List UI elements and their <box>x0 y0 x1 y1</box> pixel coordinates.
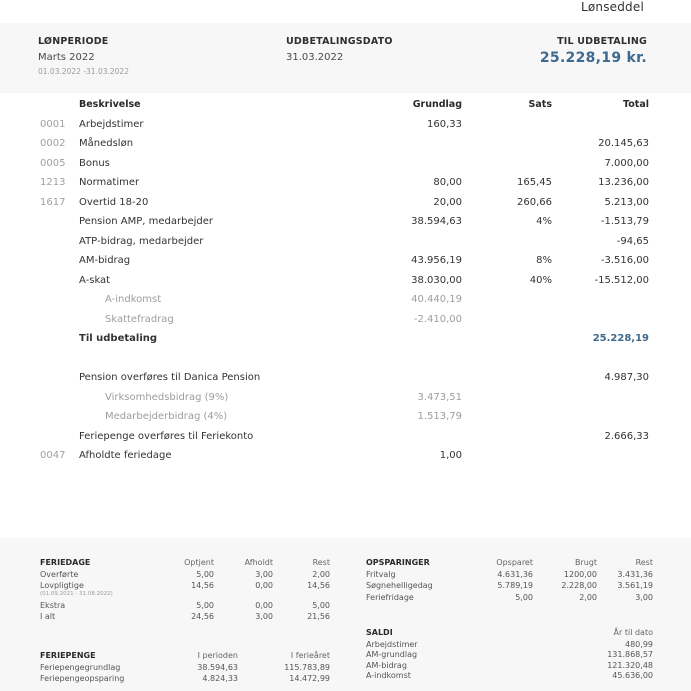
period-label: LØNPERIODE <box>38 36 109 47</box>
table-row <box>0 408 691 428</box>
feriepenge-cell: 38.594,63 <box>197 662 238 672</box>
payout-value: 25.228,19 kr. <box>539 50 647 66</box>
line-description: Afholdte feriedage <box>79 450 172 461</box>
table-row <box>0 428 691 448</box>
opsparinger-row-label: Søgnehelligedag <box>366 581 433 590</box>
feriedage-cell: 3,00 <box>255 569 273 579</box>
feriedage-cell: 24,56 <box>191 612 214 621</box>
line-basis: -2.410,00 <box>413 313 462 325</box>
saldi-row-label: AM-bidrag <box>366 660 407 670</box>
feriedage-row-label: I alt <box>40 612 56 621</box>
feriedage-row-label: Lovpligtige <box>40 581 84 590</box>
line-description: Medarbejderbidrag (4%) <box>105 411 228 422</box>
line-rate: 4% <box>536 216 552 227</box>
payout-block <box>540 36 647 66</box>
feriedage-col-rest: Rest <box>312 558 330 567</box>
line-description: Til udbetaling <box>79 333 158 344</box>
feriedage-cell: 3,00 <box>255 612 273 621</box>
line-description: Arbejdstimer <box>79 118 144 130</box>
feriedage-cell: 5,00 <box>312 600 330 610</box>
line-description: Normatimer <box>79 177 140 188</box>
saldi-cell: 121.320,48 <box>607 660 653 670</box>
feriedage-title: FERIEDAGE <box>40 558 91 567</box>
opsparinger-row-label: Fritvalg <box>366 569 396 579</box>
line-description: Pension overføres til Danica Pension <box>79 372 261 383</box>
line-description: A-indkomst <box>105 294 162 305</box>
line-total: -1.513,79 <box>600 216 649 227</box>
table-row <box>0 174 691 194</box>
table-row <box>0 213 691 233</box>
line-basis: 38.030,00 <box>411 274 462 286</box>
line-description: Virksomhedsbidrag (9%) <box>105 391 229 403</box>
saldi-col-ytd: År til dato <box>613 628 653 637</box>
line-total: 25.228,19 <box>592 333 649 344</box>
opsparinger-cell: 3.561,19 <box>617 581 653 590</box>
line-basis: 1,00 <box>439 450 462 461</box>
line-rate: 260,66 <box>517 196 552 208</box>
line-basis: 80,00 <box>433 177 462 188</box>
table-row <box>0 311 691 331</box>
header-band <box>0 23 691 93</box>
saldi-section <box>366 628 653 682</box>
period-block <box>38 36 129 76</box>
line-basis: 40.440,19 <box>411 294 462 305</box>
line-total: 4.987,30 <box>604 372 649 383</box>
table-row <box>0 369 691 389</box>
line-description: Bonus <box>79 157 110 169</box>
line-description: Feriepenge overføres til Feriekonto <box>79 430 254 442</box>
doc-title: Lønseddel <box>580 0 644 14</box>
feriedage-cell: 0,00 <box>255 581 273 590</box>
table-row <box>0 233 691 253</box>
line-basis: 20,00 <box>433 196 462 208</box>
line-code: 0002 <box>40 138 66 149</box>
line-basis: 160,33 <box>427 118 462 130</box>
paydate-value: 31.03.2022 <box>286 52 344 63</box>
opsparinger-section <box>366 558 653 604</box>
payout-label: TIL UDBETALING <box>557 36 647 47</box>
line-total: 2.666,33 <box>604 430 649 442</box>
table-row <box>0 155 691 175</box>
table-row <box>0 252 691 272</box>
feriepenge-row-label: Feriepengeopsparing <box>40 674 125 683</box>
line-basis: 3.473,51 <box>417 391 462 403</box>
feriedage-col-optjent: Optjent <box>184 558 214 567</box>
opsparinger-cell: 5,00 <box>515 592 533 602</box>
line-basis: 38.594,63 <box>411 216 462 227</box>
line-code: 0001 <box>40 118 66 130</box>
feriepenge-row-label: Feriepengegrundlag <box>40 662 121 672</box>
col-desc: Beskrivelse <box>79 99 141 110</box>
opsparinger-cell: 2,00 <box>579 592 597 602</box>
line-description: AM-bidrag <box>79 255 131 266</box>
table-row <box>0 291 691 311</box>
opsparinger-cell: 4.631,36 <box>497 569 533 579</box>
table-row <box>0 135 691 155</box>
line-total: 5.213,00 <box>604 196 649 208</box>
feriepenge-col-period: I perioden <box>197 651 238 660</box>
line-total: 7.000,00 <box>604 157 649 169</box>
opsparinger-cell: 2.228,00 <box>561 581 597 590</box>
line-basis: 1.513,79 <box>417 411 462 422</box>
feriedage-cell: 14,56 <box>191 581 214 590</box>
line-description: ATP-bidrag, medarbejder <box>79 235 204 247</box>
line-total: -15.512,00 <box>594 274 649 286</box>
line-rate: 8% <box>536 255 552 266</box>
feriedage-cell: 2,00 <box>312 569 330 579</box>
col-rate: Sats <box>528 99 552 110</box>
opsparinger-cell: 3.431,36 <box>617 569 653 579</box>
saldi-row-label: Arbejdstimer <box>366 639 418 649</box>
paydate-label: UDBETALINGSDATO <box>286 36 393 47</box>
feriedage-cell: 5,00 <box>196 569 214 579</box>
table-row <box>0 194 691 214</box>
feriedage-cell: 5,00 <box>196 600 214 610</box>
paydate-block <box>286 36 393 63</box>
saldi-row-label: A-indkomst <box>366 671 411 680</box>
table-header <box>0 96 691 116</box>
col-total: Total <box>623 99 649 110</box>
opsparinger-col-saved: Opsparet <box>496 558 533 567</box>
table-row <box>0 389 691 409</box>
feriedage-row-label: Ekstra <box>40 600 66 610</box>
footer-band <box>0 538 691 691</box>
saldi-cell: 131.868,57 <box>607 650 653 659</box>
feriepenge-cell: 4.824,33 <box>202 674 238 683</box>
feriedage-row-label: Overførte <box>40 569 79 579</box>
table-row <box>0 447 691 467</box>
saldi-cell: 480,99 <box>625 639 653 649</box>
feriepenge-title: FERIEPENGE <box>40 651 96 660</box>
line-basis: 43.956,19 <box>411 255 462 266</box>
feriepenge-cell: 14.472,99 <box>289 674 330 683</box>
feriedage-note: (01.09.2021 - 31.08.2022) <box>40 590 113 597</box>
line-description: Skattefradrag <box>105 313 174 325</box>
feriedage-cell: 21,56 <box>307 612 330 621</box>
saldi-cell: 45.636,00 <box>612 671 653 680</box>
line-code: 0047 <box>40 450 66 461</box>
table-row <box>0 272 691 292</box>
period-range: 01.03.2022 -31.03.2022 <box>38 67 129 76</box>
line-description: Overtid 18-20 <box>79 196 149 208</box>
feriedage-cell: 14,56 <box>307 581 330 590</box>
feriepenge-col-year: I ferieåret <box>290 651 330 660</box>
opsparinger-row-label: Feriefridage <box>366 592 414 602</box>
feriepenge-section <box>40 651 332 686</box>
row-spacer <box>0 350 691 370</box>
line-code: 1617 <box>40 196 66 208</box>
line-total: 13.236,00 <box>598 177 649 188</box>
period-value: Marts 2022 <box>38 52 95 63</box>
line-code: 1213 <box>40 177 66 188</box>
opsparinger-cell: 5.789,19 <box>497 581 533 590</box>
saldi-title: SALDI <box>366 628 393 637</box>
line-rate: 40% <box>529 274 552 286</box>
table-body <box>0 116 691 467</box>
line-rate: 165,45 <box>517 177 552 188</box>
feriedage-section <box>40 558 332 624</box>
table-row <box>0 116 691 136</box>
feriedage-col-afholdt: Afholdt <box>244 558 273 567</box>
line-total: -3.516,00 <box>600 255 649 266</box>
opsparinger-cell: 3,00 <box>635 592 653 602</box>
line-description: A-skat <box>79 274 111 286</box>
pay-lines-table <box>0 96 691 467</box>
line-total: 20.145,63 <box>598 138 649 149</box>
line-total: -94,65 <box>616 235 649 247</box>
table-row <box>0 330 691 350</box>
opsparinger-title: OPSPARINGER <box>366 558 430 567</box>
opsparinger-col-rest: Rest <box>635 558 653 567</box>
opsparinger-col-used: Brugt <box>574 558 597 567</box>
line-description: Pension AMP, medarbejder <box>79 216 214 227</box>
saldi-row-label: AM-grundlag <box>366 650 418 659</box>
feriepenge-cell: 115.783,89 <box>284 662 330 672</box>
feriedage-cell: 0,00 <box>255 600 273 610</box>
col-basis: Grundlag <box>412 99 462 110</box>
opsparinger-cell: 1200,00 <box>563 569 597 579</box>
line-description: Månedsløn <box>79 138 134 149</box>
line-code: 0005 <box>40 157 66 169</box>
